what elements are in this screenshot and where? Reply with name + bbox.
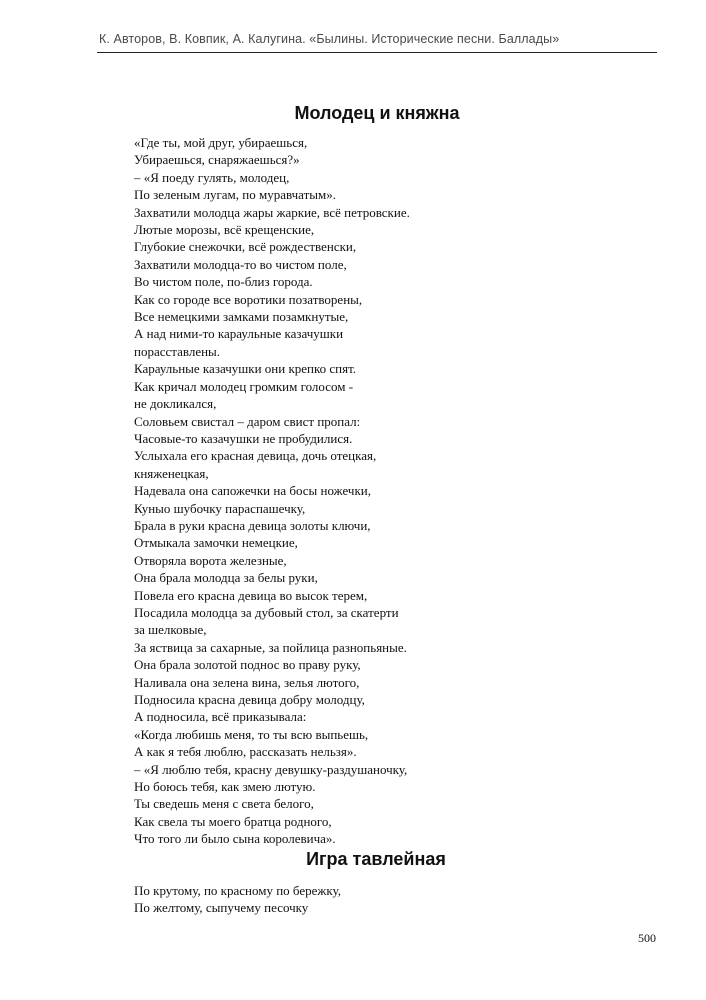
poem-line: Убираешься, снаряжаешься?» (134, 152, 300, 168)
poem-line: «Где ты, мой друг, убираешься, (134, 135, 308, 150)
poem-line: Отворяла ворота железные, (134, 552, 287, 568)
poem-line: Захватили молодца-то во чистом поле, (134, 256, 347, 272)
poem-line: Куныо шубочку параспашечку, (134, 500, 306, 516)
poem-line: Повела его красна девица во высок терем, (134, 587, 368, 603)
page-number: 500 (638, 931, 656, 945)
poem-text (134, 882, 341, 917)
poem-line: Что того ли было сына королевича». (134, 831, 336, 847)
poem-line: А как я тебя люблю, рассказать нельзя». (134, 744, 357, 760)
poem-line: – «Я поеду гулять, молодец, (134, 169, 290, 185)
poem-line: А над ними-то караульные казачушки (134, 326, 344, 342)
poem-line: Лютые морозы, всё крещенские, (134, 222, 315, 238)
poem-line: Во чистом поле, по-близ города. (134, 274, 313, 290)
poem-line: – «Я люблю тебя, красну девушку-раздушаночку, (134, 761, 408, 777)
poem-line: Отмыкала замочки немецкие, (134, 535, 298, 551)
poem-line: Она брала золотой поднос во праву руку, (134, 657, 361, 673)
poem-line: Захватили молодца жары жаркие, всё петровские. (134, 204, 410, 220)
poem-text (134, 134, 410, 848)
poem-line: «Когда любишь меня, то ты всю выпьешь, (134, 726, 369, 742)
poem-line: Как кричал молодец громким голосом - (134, 378, 354, 394)
poem-line: По желтому, сыпучему песочку (134, 900, 309, 916)
section-title: Молодец и княжна (294, 103, 460, 123)
poem-line: Она брала молодца за белы руки, (134, 570, 318, 586)
poem-line: Услыхала его красная девица, дочь отецкая, (134, 448, 377, 464)
poem-line: Наливала она зелена вина, зелья лютого, (134, 674, 360, 690)
poem-line: А подносила, всё приказывала: (134, 709, 307, 725)
section-title: Игра тавлейная (306, 849, 446, 869)
poem-line: Ты сведешь меня с света белого, (134, 796, 314, 812)
poem-line: Глубокие снежочки, всё рождественски, (134, 239, 357, 255)
poem-line: Брала в руки красна девица золоты ключи, (134, 517, 371, 533)
poem-line: за шелковые, (134, 622, 207, 638)
poem-line: За яствица за сахарные, за пойлица разнопьяные. (134, 639, 407, 655)
poem-line: Но боюсь тебя, как змею лютую. (134, 779, 316, 795)
poem-line: Все немецкими замками позамкнутые, (134, 309, 349, 325)
poem-line: Караульные казачушки они крепко спят. (134, 361, 357, 377)
poem-line: княженецкая, (134, 465, 209, 481)
poem-line: Посадила молодца за дубовый стол, за скатерти (134, 604, 399, 620)
poem-line: не докликался, (134, 396, 217, 412)
poem-line: Как со городе все воротики позатворены, (134, 291, 363, 307)
poem-line: Как свела ты моего братца родного, (134, 813, 332, 829)
poem-line: порасставлены. (134, 343, 221, 359)
running-header: К. Авторов, В. Ковпик, А. Калугина. «Былины. Исторические песни. Баллады» (99, 32, 560, 46)
poem-line: По зеленым лугам, по муравчатым». (134, 187, 336, 203)
header-divider (97, 52, 657, 53)
poem-line: Часовые-то казачушки не пробудилися. (134, 430, 353, 446)
poem-line: Надевала она сапожечки на босы ножечки, (134, 483, 371, 499)
poem-line: Подносила красна девица добру молодцу, (134, 692, 365, 707)
poem-line: Соловьем свистал – даром свист пропал: (134, 413, 361, 429)
poem-line: По крутому, по красному по бережку, (134, 883, 341, 898)
